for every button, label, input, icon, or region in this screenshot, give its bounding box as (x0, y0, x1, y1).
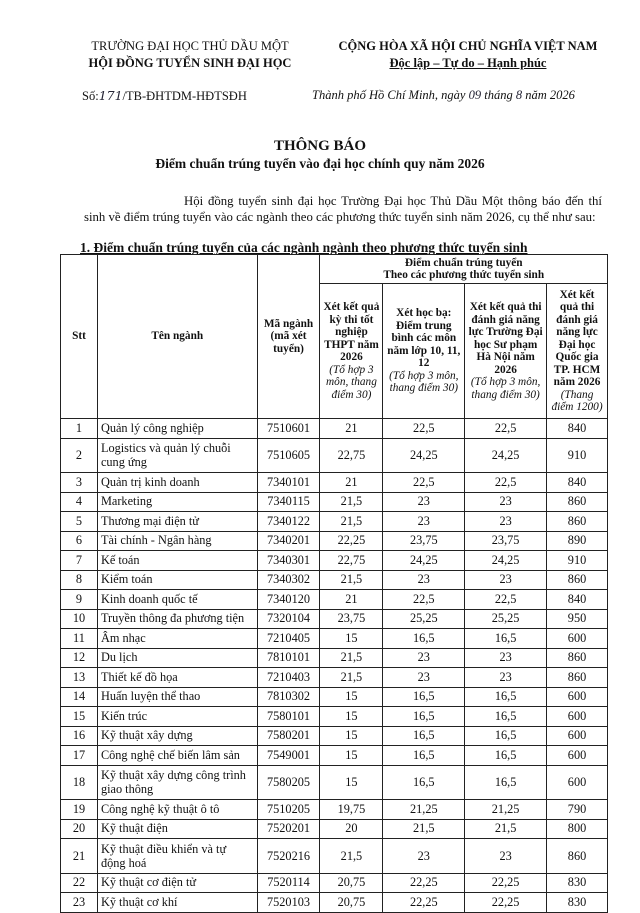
cell-score-method-3: 24,25 (465, 438, 547, 473)
cell-score-method-1: 15 (320, 746, 383, 766)
cell-score-method-4: 830 (547, 893, 608, 913)
cell-program-code: 7340301 (257, 551, 320, 571)
cell-stt: 3 (61, 473, 98, 493)
column-group-header (320, 255, 608, 284)
column-header-method-1 (320, 284, 383, 419)
cell-score-method-1: 21 (320, 419, 383, 439)
table-row (61, 687, 608, 707)
cell-stt: 10 (61, 609, 98, 629)
cell-score-method-2: 22,25 (383, 873, 465, 893)
cell-score-method-1: 19,75 (320, 800, 383, 820)
cell-program-name: Kỹ thuật cơ điện tử (97, 873, 257, 893)
cell-program-name: Thiết kế đồ họa (97, 668, 257, 688)
cell-score-method-2: 16,5 (383, 746, 465, 766)
cell-score-method-2: 22,5 (383, 473, 465, 493)
table-body (61, 419, 608, 913)
place-and-date (312, 88, 575, 103)
cell-score-method-3: 22,25 (465, 873, 547, 893)
cell-program-code: 7520114 (257, 873, 320, 893)
table-row (61, 629, 608, 649)
country-name: CỘNG HÒA XÃ HỘI CHỦ NGHĨA VIỆT NAM (338, 39, 598, 53)
cell-program-name: Quản lý công nghiệp (97, 419, 257, 439)
cell-program-name: Truyền thông đa phương tiện (97, 609, 257, 629)
cell-score-method-1: 21,5 (320, 570, 383, 590)
cell-program-name: Kế toán (97, 551, 257, 571)
cell-program-code: 7549001 (257, 746, 320, 766)
cell-score-method-4: 910 (547, 551, 608, 571)
table-row (61, 551, 608, 571)
cell-program-code: 7510205 (257, 800, 320, 820)
cell-stt: 23 (61, 893, 98, 913)
cell-score-method-1: 15 (320, 765, 383, 800)
cell-score-method-2: 22,25 (383, 893, 465, 913)
column-header-program-code: Mã ngành (mã xét tuyển) (257, 255, 320, 419)
cell-program-code: 7510605 (257, 438, 320, 473)
national-heading (318, 38, 618, 72)
cell-stt: 15 (61, 707, 98, 727)
cell-score-method-4: 600 (547, 765, 608, 800)
cell-program-name: Kiến trúc (97, 707, 257, 727)
cell-score-method-3: 21,5 (465, 819, 547, 839)
group-header-line1: Điểm chuẩn trúng tuyển (404, 256, 523, 269)
cell-stt: 7 (61, 551, 98, 571)
method-note: (Tổ hợp 3 môn, thang điểm 30) (389, 369, 459, 395)
cell-score-method-1: 21 (320, 473, 383, 493)
cell-score-method-3: 25,25 (465, 609, 547, 629)
method-label: Xét kết quả kỳ thi tốt nghiệp THPT năm 2026 (323, 301, 380, 363)
cell-score-method-4: 840 (547, 473, 608, 493)
month-label: tháng (481, 88, 516, 102)
cell-score-method-2: 21,25 (383, 800, 465, 820)
cell-score-method-3: 24,25 (465, 551, 547, 571)
cell-program-code: 7210405 (257, 629, 320, 649)
table-row (61, 419, 608, 439)
cell-score-method-4: 860 (547, 570, 608, 590)
cell-program-name: Kỹ thuật điện (97, 819, 257, 839)
cell-program-code: 7340201 (257, 531, 320, 551)
cell-score-method-2: 23 (383, 648, 465, 668)
cell-score-method-2: 23 (383, 668, 465, 688)
table-row (61, 765, 608, 800)
method-label: Xét học bạ: Điểm trung bình các môn năm lớp 10, 11, 12 (387, 307, 461, 370)
document-number (82, 88, 247, 104)
notice-subtitle: Điểm chuẩn trúng tuyển vào đại học chính quy năm 2026 (155, 156, 485, 171)
table-row (61, 800, 608, 820)
cell-program-name: Kỹ thuật xây dựng (97, 726, 257, 746)
cell-score-method-1: 15 (320, 707, 383, 727)
table-row (61, 492, 608, 512)
cell-score-method-4: 830 (547, 873, 608, 893)
cell-stt: 6 (61, 531, 98, 551)
cell-stt: 5 (61, 512, 98, 532)
cell-score-method-3: 22,5 (465, 473, 547, 493)
cell-score-method-2: 16,5 (383, 687, 465, 707)
table-row (61, 473, 608, 493)
cell-score-method-4: 860 (547, 512, 608, 532)
table-row (61, 648, 608, 668)
cell-program-name: Kỹ thuật cơ khí (97, 893, 257, 913)
cell-program-code: 7340122 (257, 512, 320, 532)
cell-stt: 16 (61, 726, 98, 746)
cell-program-code: 7320104 (257, 609, 320, 629)
group-header-line2: Theo các phương thức tuyển sinh (383, 269, 545, 281)
cell-score-method-3: 23 (465, 492, 547, 512)
column-header-program-name: Tên ngành (97, 255, 257, 419)
cell-score-method-2: 25,25 (383, 609, 465, 629)
cell-score-method-2: 23 (383, 570, 465, 590)
cell-score-method-1: 21,5 (320, 492, 383, 512)
cell-stt: 2 (61, 438, 98, 473)
cell-score-method-3: 23 (465, 648, 547, 668)
method-label: Xét kết quả thi đánh giá năng lực Đại học Quốc gia TP. HCM năm 2026 (553, 288, 601, 388)
table-row (61, 726, 608, 746)
cell-score-method-2: 22,5 (383, 590, 465, 610)
cell-score-method-4: 800 (547, 819, 608, 839)
table-row (61, 873, 608, 893)
cell-program-name: Âm nhạc (97, 629, 257, 649)
cell-score-method-2: 16,5 (383, 629, 465, 649)
doc-number-prefix: Số: (82, 89, 99, 103)
intro-paragraph: Hội đồng tuyển sinh đại học Trường Đại học Thủ Dầu Một thông báo đến thí sinh về điểm trúng tuyển vào các ngành theo các phương thức tuyển sinh năm 2026, cụ thể như sau: (84, 194, 602, 224)
table-row (61, 668, 608, 688)
cell-score-method-2: 16,5 (383, 765, 465, 800)
table-row (61, 839, 608, 874)
cell-score-method-2: 23 (383, 839, 465, 874)
cell-program-code: 7510601 (257, 419, 320, 439)
cell-score-method-1: 20,75 (320, 873, 383, 893)
doc-number-handwritten: 171 (98, 88, 123, 103)
cell-score-method-3: 16,5 (465, 687, 547, 707)
cell-score-method-2: 16,5 (383, 707, 465, 727)
section-heading: 1. Điểm chuẩn trúng tuyển của các ngành ngành theo phương thức tuyển sinh (80, 240, 528, 255)
table-row (61, 512, 608, 532)
cell-score-method-4: 860 (547, 648, 608, 668)
national-motto: Độc lập – Tự do – Hạnh phúc (389, 56, 547, 70)
cell-score-method-1: 20,75 (320, 893, 383, 913)
method-label: Xét kết quả thi đánh giá năng lực Trường Đại học Sư phạm Hà Nội năm 2026 (468, 301, 543, 376)
cell-score-method-1: 20 (320, 819, 383, 839)
column-header-method-3 (465, 284, 547, 419)
issuing-organization (70, 38, 310, 72)
cell-score-method-3: 16,5 (465, 707, 547, 727)
cell-program-code: 7210403 (257, 668, 320, 688)
cell-program-name: Tài chính - Ngân hàng (97, 531, 257, 551)
cell-stt: 17 (61, 746, 98, 766)
cell-score-method-2: 24,25 (383, 438, 465, 473)
cell-program-code: 7520201 (257, 819, 320, 839)
cell-score-method-2: 24,25 (383, 551, 465, 571)
cell-score-method-4: 840 (547, 419, 608, 439)
cell-score-method-4: 600 (547, 707, 608, 727)
admission-council-name: HỘI ĐỒNG TUYỂN SINH ĐẠI HỌC (88, 56, 292, 70)
cell-program-code: 7810302 (257, 687, 320, 707)
cell-score-method-4: 790 (547, 800, 608, 820)
cell-stt: 13 (61, 668, 98, 688)
cell-program-name: Huấn luyện thể thao (97, 687, 257, 707)
table-row (61, 746, 608, 766)
cell-program-code: 7340302 (257, 570, 320, 590)
cell-program-name: Thương mại điện tử (97, 512, 257, 532)
method-note: (Tổ hợp 3 môn, thang điểm 30) (326, 363, 377, 401)
cell-score-method-1: 15 (320, 687, 383, 707)
cell-score-method-1: 21,5 (320, 839, 383, 874)
cell-score-method-3: 23 (465, 668, 547, 688)
cell-program-code: 7580101 (257, 707, 320, 727)
cell-stt: 1 (61, 419, 98, 439)
cell-score-method-4: 890 (547, 531, 608, 551)
column-header-method-2 (383, 284, 465, 419)
cell-score-method-2: 23,75 (383, 531, 465, 551)
cell-program-name: Quản trị kinh doanh (97, 473, 257, 493)
cell-score-method-1: 21,5 (320, 648, 383, 668)
cell-score-method-4: 600 (547, 746, 608, 766)
cell-stt: 22 (61, 873, 98, 893)
date-day: 09 (468, 88, 482, 102)
cell-program-code: 7520216 (257, 839, 320, 874)
cell-program-code: 7810101 (257, 648, 320, 668)
place-date-prefix: Thành phố Hồ Chí Minh, ngày (312, 88, 469, 102)
cell-stt: 8 (61, 570, 98, 590)
notice-title: THÔNG BÁO (273, 138, 367, 154)
cell-stt: 20 (61, 819, 98, 839)
university-name: TRƯỜNG ĐẠI HỌC THỦ DẦU MỘT (91, 39, 289, 53)
cell-score-method-3: 16,5 (465, 765, 547, 800)
cell-score-method-1: 15 (320, 726, 383, 746)
cell-score-method-4: 860 (547, 839, 608, 874)
cell-program-code: 7580205 (257, 765, 320, 800)
date-month: 8 (515, 88, 523, 102)
cell-score-method-1: 22,25 (320, 531, 383, 551)
cell-score-method-3: 23 (465, 570, 547, 590)
cell-score-method-2: 23 (383, 512, 465, 532)
cell-score-method-2: 16,5 (383, 726, 465, 746)
cell-score-method-4: 910 (547, 438, 608, 473)
cell-score-method-3: 22,5 (465, 419, 547, 439)
column-header-stt: Stt (61, 255, 98, 419)
table-row (61, 590, 608, 610)
cell-stt: 19 (61, 800, 98, 820)
cell-score-method-3: 16,5 (465, 746, 547, 766)
cell-score-method-4: 600 (547, 687, 608, 707)
table-row (61, 570, 608, 590)
cell-stt: 21 (61, 839, 98, 874)
cell-score-method-1: 21 (320, 590, 383, 610)
cell-program-name: Công nghệ chế biến lâm sản (97, 746, 257, 766)
cell-score-method-3: 23,75 (465, 531, 547, 551)
cell-score-method-1: 22,75 (320, 551, 383, 571)
cell-score-method-1: 23,75 (320, 609, 383, 629)
doc-number-suffix: /TB-ĐHTDM-HĐTSĐH (122, 89, 247, 103)
cell-score-method-2: 23 (383, 492, 465, 512)
cell-program-name: Logistics và quản lý chuỗi cung ứng (97, 438, 257, 473)
cell-score-method-1: 22,75 (320, 438, 383, 473)
cell-score-method-1: 21,5 (320, 512, 383, 532)
table-row (61, 531, 608, 551)
cell-score-method-2: 22,5 (383, 419, 465, 439)
cell-score-method-3: 16,5 (465, 629, 547, 649)
cell-score-method-1: 21,5 (320, 668, 383, 688)
table-row (61, 609, 608, 629)
cell-score-method-1: 15 (320, 629, 383, 649)
cell-stt: 11 (61, 629, 98, 649)
cutoff-score-table (60, 254, 608, 913)
cell-score-method-3: 23 (465, 839, 547, 874)
cell-stt: 14 (61, 687, 98, 707)
cell-score-method-4: 950 (547, 609, 608, 629)
cell-score-method-3: 22,5 (465, 590, 547, 610)
table-row (61, 819, 608, 839)
cell-score-method-3: 22,25 (465, 893, 547, 913)
cell-program-code: 7340101 (257, 473, 320, 493)
cell-score-method-4: 600 (547, 629, 608, 649)
method-note: (Thang điểm 1200) (551, 388, 603, 413)
cell-score-method-4: 860 (547, 492, 608, 512)
cell-score-method-4: 860 (547, 668, 608, 688)
cell-program-code: 7580201 (257, 726, 320, 746)
cell-stt: 12 (61, 648, 98, 668)
cell-stt: 9 (61, 590, 98, 610)
cell-program-name: Du lịch (97, 648, 257, 668)
cell-stt: 18 (61, 765, 98, 800)
cell-program-name: Kỹ thuật điều khiển và tự động hoá (97, 839, 257, 874)
cell-score-method-4: 600 (547, 726, 608, 746)
cell-score-method-3: 21,25 (465, 800, 547, 820)
cell-program-code: 7340115 (257, 492, 320, 512)
cell-score-method-3: 16,5 (465, 726, 547, 746)
cell-program-name: Kinh doanh quốc tế (97, 590, 257, 610)
column-header-method-4 (547, 284, 608, 419)
cell-score-method-4: 840 (547, 590, 608, 610)
cell-program-name: Kỹ thuật xây dựng công trình giao thông (97, 765, 257, 800)
table-row (61, 893, 608, 913)
method-note: (Tổ hợp 3 môn, thang điểm 30) (470, 376, 541, 401)
cell-score-method-3: 23 (465, 512, 547, 532)
cell-program-name: Công nghệ kỹ thuật ô tô (97, 800, 257, 820)
cell-stt: 4 (61, 492, 98, 512)
table-row (61, 438, 608, 473)
cell-program-code: 7520103 (257, 893, 320, 913)
cell-program-code: 7340120 (257, 590, 320, 610)
year-label: năm 2026 (522, 88, 575, 102)
table-row (61, 707, 608, 727)
cell-score-method-2: 21,5 (383, 819, 465, 839)
cell-program-name: Marketing (97, 492, 257, 512)
cell-program-name: Kiểm toán (97, 570, 257, 590)
